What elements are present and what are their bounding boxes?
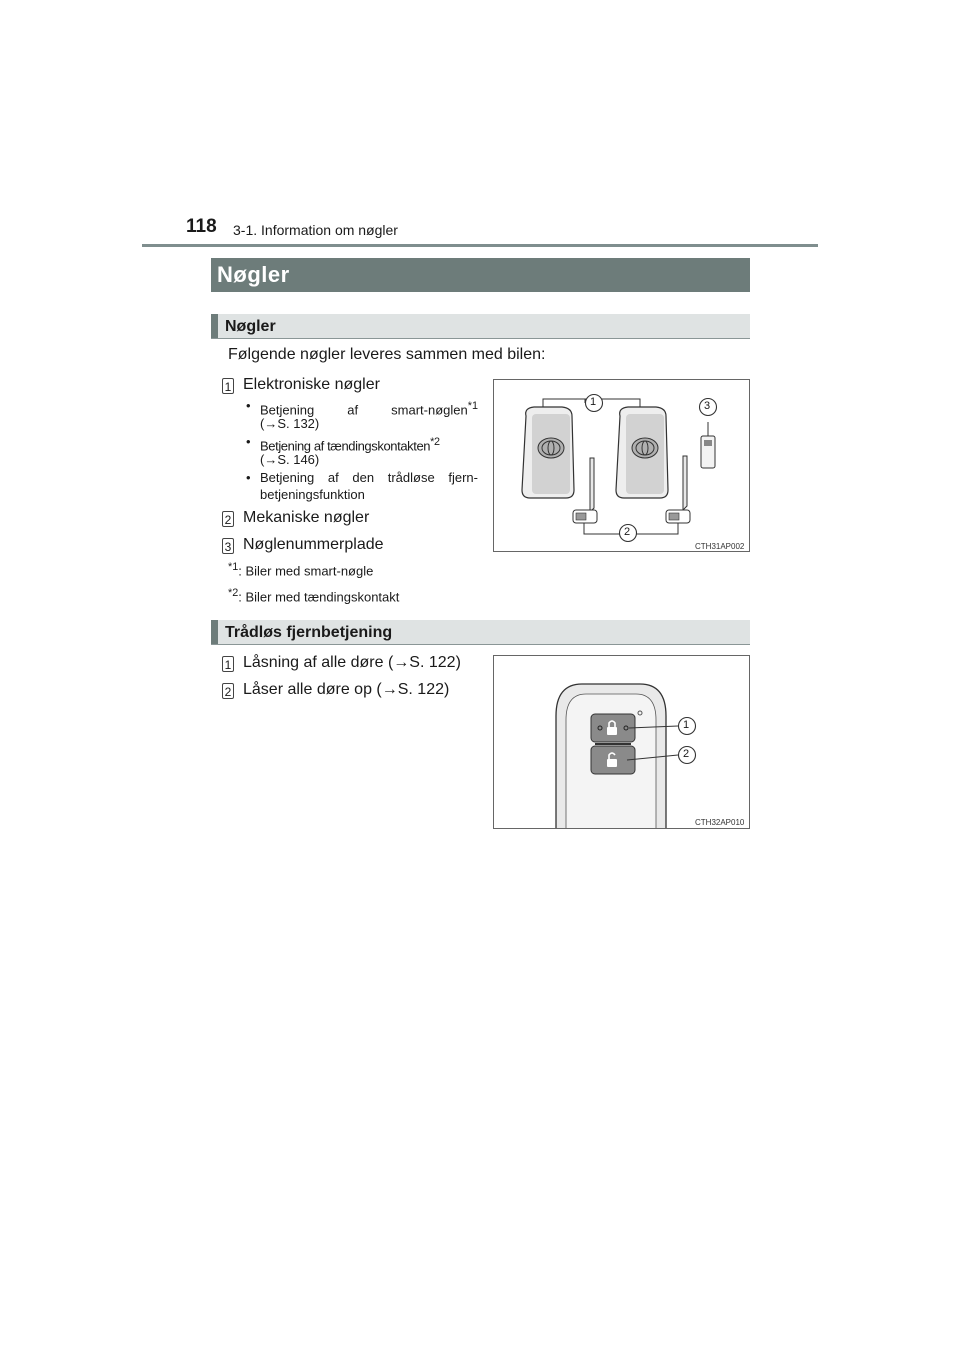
bullet-ref: (→S. 132) (260, 416, 320, 431)
section-heading-keys: Nøgler (211, 314, 750, 339)
footnote-2: $^{*2}$: Biler med tændingskontakt (228, 587, 400, 605)
keys-illustration (494, 380, 749, 551)
intro-text: Følgende nøgler leveres sammen med bilen: (228, 346, 546, 363)
bullet-remote-cont: betjeningsfunktion (260, 487, 365, 502)
bullet-remote: Betjening af den trådløse fjern- (260, 470, 478, 485)
figure-code: CTH32AP010 (695, 818, 745, 827)
item-number: 1 (222, 378, 234, 394)
bullet-smart-key: Betjening af smart-nøglen$^{*1}$ (260, 400, 478, 418)
item-lock-all-doors: Låsning af alle døre (→S. 122) (243, 654, 461, 671)
item-number: 3 (222, 538, 234, 554)
footnote-1: $^{*1}$: Biler med smart-nøgle (228, 561, 374, 579)
bullet-dot: • (246, 470, 251, 485)
item-number: 2 (222, 511, 234, 527)
page-title: Nøgler (211, 258, 750, 292)
bullet-ignition: Betjening af tændingskontakten$^{*2}$ (260, 436, 440, 454)
item-number: 1 (222, 656, 234, 672)
item-key-number-plate: Nøglenummerplade (243, 536, 384, 553)
item-number: 2 (222, 683, 234, 699)
remote-illustration (494, 656, 749, 828)
bullet-dot: • (246, 434, 251, 449)
remote-figure (493, 655, 750, 829)
callout-3: 3 (704, 400, 711, 412)
item-unlock-all-doors: Låser alle døre op (→S. 122) (243, 681, 450, 698)
item-electronic-keys: Elektroniske nøgler (243, 376, 380, 393)
header-rule (142, 244, 818, 247)
bullet-dot: • (246, 398, 251, 413)
section-heading-remote: Trådløs fjernbetjening (211, 620, 750, 645)
page-number: 118 (186, 216, 217, 237)
bullet-ref: (→S. 146) (260, 452, 320, 467)
keys-figure (493, 379, 750, 552)
item-mechanical-keys: Mekaniske nøgler (243, 509, 370, 526)
callout-1: 1 (683, 719, 690, 731)
callout-1: 1 (590, 396, 597, 408)
figure-code: CTH31AP002 (695, 542, 745, 551)
callout-2: 2 (683, 748, 690, 760)
callout-2: 2 (624, 526, 631, 538)
running-header: 3-1. Information om nøgler (233, 222, 398, 238)
